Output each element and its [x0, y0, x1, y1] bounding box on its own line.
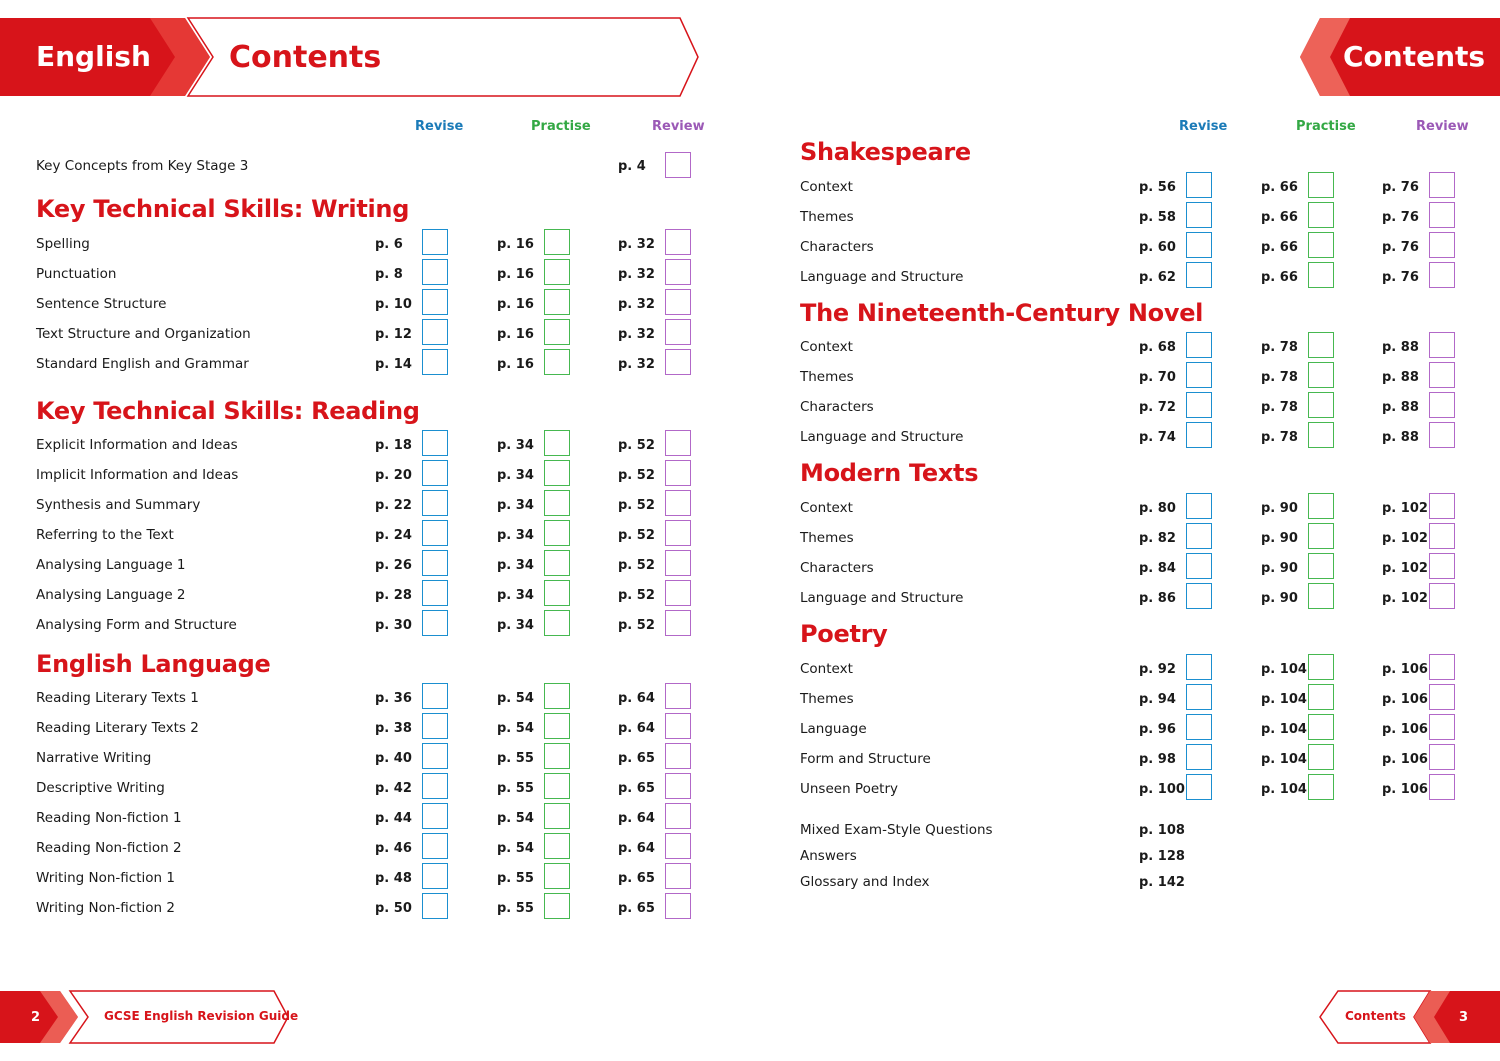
practise-checkbox[interactable]: [1308, 493, 1334, 519]
revise-checkbox[interactable]: [1186, 684, 1212, 710]
left-col-practise: Practise: [531, 119, 591, 134]
review-page: p. 65: [618, 751, 655, 766]
review-checkbox[interactable]: [665, 610, 691, 636]
page-title: Contents: [229, 40, 382, 75]
review-page: p. 102: [1382, 531, 1428, 546]
topic-label: Analysing Form and Structure: [36, 617, 237, 633]
review-page: p. 76: [1382, 240, 1419, 255]
practise-page: p. 90: [1261, 561, 1298, 576]
revise-page: p. 24: [375, 528, 412, 543]
practise-checkbox[interactable]: [544, 349, 570, 375]
revise-page: p. 94: [1139, 692, 1176, 707]
review-checkbox[interactable]: [1429, 262, 1455, 288]
section-title: The Nineteenth-Century Novel: [800, 299, 1204, 327]
practise-page: p. 90: [1261, 591, 1298, 606]
topic-label: Form and Structure: [800, 751, 931, 767]
review-page: p. 52: [618, 588, 655, 603]
topic-label: Reading Non-fiction 1: [36, 810, 182, 826]
practise-checkbox[interactable]: [1308, 774, 1334, 800]
practise-page: p. 16: [497, 267, 534, 282]
practise-checkbox[interactable]: [544, 520, 570, 546]
topic-label: Reading Non-fiction 2: [36, 840, 182, 856]
revise-page: p. 56: [1139, 180, 1176, 195]
footer-section-label: Contents: [1345, 1009, 1406, 1023]
revise-checkbox[interactable]: [1186, 583, 1212, 609]
review-page: p. 65: [618, 901, 655, 916]
left-col-revise: Revise: [415, 119, 464, 134]
section-title: Poetry: [800, 620, 888, 648]
extra-topic-label: Answers: [800, 848, 857, 864]
revise-checkbox[interactable]: [422, 610, 448, 636]
topic-label: Synthesis and Summary: [36, 497, 201, 513]
revise-page: p. 36: [375, 691, 412, 706]
review-page: p. 106: [1382, 662, 1428, 677]
practise-page: p. 78: [1261, 400, 1298, 415]
review-checkbox[interactable]: [1429, 232, 1455, 258]
topic-label: Language and Structure: [800, 269, 964, 285]
revise-checkbox[interactable]: [1186, 774, 1212, 800]
review-checkbox[interactable]: [665, 349, 691, 375]
practise-page: p. 16: [497, 297, 534, 312]
practise-page: p. 66: [1261, 210, 1298, 225]
practise-page: p. 34: [497, 468, 534, 483]
revise-checkbox[interactable]: [422, 259, 448, 285]
revise-page: p. 86: [1139, 591, 1176, 606]
review-page: p. 64: [618, 691, 655, 706]
revise-page: p. 26: [375, 558, 412, 573]
topic-label: Characters: [800, 239, 874, 255]
revise-checkbox[interactable]: [422, 490, 448, 516]
revise-checkbox[interactable]: [1186, 654, 1212, 680]
review-checkbox[interactable]: [1429, 493, 1455, 519]
review-checkbox[interactable]: [665, 289, 691, 315]
review-checkbox[interactable]: [665, 803, 691, 829]
revise-page: p. 14: [375, 357, 412, 372]
review-checkbox[interactable]: [665, 683, 691, 709]
topic-label: Standard English and Grammar: [36, 356, 249, 372]
practise-page: p. 34: [497, 618, 534, 633]
practise-checkbox[interactable]: [1308, 684, 1334, 710]
review-page: p. 76: [1382, 270, 1419, 285]
review-checkbox[interactable]: [1429, 202, 1455, 228]
revise-checkbox[interactable]: [422, 460, 448, 486]
revise-checkbox[interactable]: [422, 229, 448, 255]
review-checkbox[interactable]: [665, 550, 691, 576]
revise-checkbox[interactable]: [1186, 493, 1212, 519]
review-page: p. 32: [618, 357, 655, 372]
revise-page: p. 68: [1139, 340, 1176, 355]
revise-checkbox[interactable]: [422, 430, 448, 456]
revise-checkbox[interactable]: [1186, 202, 1212, 228]
review-page: p. 52: [618, 558, 655, 573]
practise-checkbox[interactable]: [1308, 232, 1334, 258]
review-page: p. 102: [1382, 591, 1428, 606]
practise-page: p. 90: [1261, 501, 1298, 516]
revise-checkbox[interactable]: [422, 803, 448, 829]
review-page: p. 32: [618, 237, 655, 252]
review-checkbox[interactable]: [665, 893, 691, 919]
revise-checkbox[interactable]: [422, 893, 448, 919]
topic-label: Text Structure and Organization: [36, 326, 251, 342]
review-page: p. 52: [618, 468, 655, 483]
right-page-title: Contents: [1343, 40, 1486, 73]
topic-label: Characters: [800, 399, 874, 415]
practise-page: p. 104: [1261, 662, 1307, 677]
topic-label: Sentence Structure: [36, 296, 167, 312]
practise-checkbox[interactable]: [544, 610, 570, 636]
revise-checkbox[interactable]: [1186, 523, 1212, 549]
practise-checkbox[interactable]: [544, 683, 570, 709]
practise-page: p. 55: [497, 871, 534, 886]
practise-page: p. 34: [497, 438, 534, 453]
section-title: Key Technical Skills: Reading: [36, 397, 420, 425]
intro-review-page: p. 4: [618, 159, 646, 174]
section-title: Modern Texts: [800, 459, 979, 487]
practise-checkbox[interactable]: [1308, 583, 1334, 609]
topic-label: Language and Structure: [800, 590, 964, 606]
revise-page: p. 100: [1139, 782, 1185, 797]
review-page: p. 64: [618, 811, 655, 826]
right-col-review: Review: [1416, 119, 1469, 134]
left-col-review: Review: [652, 119, 705, 134]
right-col-revise: Revise: [1179, 119, 1228, 134]
revise-page: p. 82: [1139, 531, 1176, 546]
review-checkbox[interactable]: [1429, 553, 1455, 579]
practise-checkbox[interactable]: [1308, 262, 1334, 288]
revise-checkbox[interactable]: [422, 773, 448, 799]
revise-checkbox[interactable]: [422, 683, 448, 709]
review-page: p. 88: [1382, 370, 1419, 385]
practise-page: p. 104: [1261, 722, 1307, 737]
practise-page: p. 16: [497, 327, 534, 342]
review-page: p. 52: [618, 438, 655, 453]
practise-page: p. 55: [497, 901, 534, 916]
revise-page: p. 74: [1139, 430, 1176, 445]
practise-checkbox[interactable]: [1308, 714, 1334, 740]
practise-checkbox[interactable]: [544, 460, 570, 486]
review-checkbox[interactable]: [1429, 684, 1455, 710]
review-page: p. 52: [618, 528, 655, 543]
practise-checkbox[interactable]: [1308, 172, 1334, 198]
review-page: p. 64: [618, 841, 655, 856]
revise-checkbox[interactable]: [1186, 172, 1212, 198]
extra-topic-label: Mixed Exam-Style Questions: [800, 822, 993, 838]
practise-checkbox[interactable]: [544, 229, 570, 255]
review-checkbox[interactable]: [665, 743, 691, 769]
review-checkbox[interactable]: [1429, 362, 1455, 388]
review-checkbox[interactable]: [1429, 774, 1455, 800]
practise-page: p. 104: [1261, 752, 1307, 767]
review-page: p. 102: [1382, 501, 1428, 516]
review-page: p. 65: [618, 781, 655, 796]
book-title: GCSE English Revision Guide: [104, 1009, 299, 1023]
review-page: p. 88: [1382, 340, 1419, 355]
practise-checkbox[interactable]: [544, 893, 570, 919]
review-checkbox[interactable]: [665, 863, 691, 889]
practise-checkbox[interactable]: [544, 259, 570, 285]
right-col-practise: Practise: [1296, 119, 1356, 134]
topic-label: Implicit Information and Ideas: [36, 467, 239, 483]
practise-checkbox[interactable]: [1308, 654, 1334, 680]
extra-page: p. 142: [1139, 875, 1185, 890]
practise-checkbox[interactable]: [544, 863, 570, 889]
revise-page: p. 96: [1139, 722, 1176, 737]
review-page: p. 32: [618, 297, 655, 312]
section-title: English Language: [36, 650, 271, 678]
practise-checkbox[interactable]: [1308, 362, 1334, 388]
review-page: p. 52: [618, 618, 655, 633]
revise-checkbox[interactable]: [422, 289, 448, 315]
revise-checkbox[interactable]: [1186, 422, 1212, 448]
review-page: p. 88: [1382, 430, 1419, 445]
revise-checkbox[interactable]: [1186, 232, 1212, 258]
topic-label: Reading Literary Texts 2: [36, 720, 199, 736]
topic-label: Characters: [800, 560, 874, 576]
revise-checkbox[interactable]: [422, 550, 448, 576]
review-page: p. 32: [618, 327, 655, 342]
review-page: p. 76: [1382, 180, 1419, 195]
review-checkbox[interactable]: [665, 259, 691, 285]
review-checkbox[interactable]: [1429, 523, 1455, 549]
practise-checkbox[interactable]: [544, 580, 570, 606]
practise-checkbox[interactable]: [1308, 523, 1334, 549]
intro-topic: Key Concepts from Key Stage 3: [36, 158, 249, 174]
review-checkbox[interactable]: [665, 490, 691, 516]
revise-page: p. 12: [375, 327, 412, 342]
revise-page: p. 44: [375, 811, 412, 826]
revise-checkbox[interactable]: [422, 863, 448, 889]
extra-page: p. 128: [1139, 849, 1185, 864]
practise-page: p. 16: [497, 237, 534, 252]
left-page-number: 2: [31, 1010, 41, 1025]
practise-page: p. 104: [1261, 692, 1307, 707]
topic-label: Context: [800, 500, 853, 516]
practise-checkbox[interactable]: [1308, 332, 1334, 358]
topic-label: Writing Non-fiction 1: [36, 870, 175, 886]
revise-checkbox[interactable]: [1186, 332, 1212, 358]
review-checkbox[interactable]: [665, 319, 691, 345]
review-page: p. 106: [1382, 722, 1428, 737]
review-page: p. 52: [618, 498, 655, 513]
section-title: Key Technical Skills: Writing: [36, 195, 410, 223]
review-checkbox[interactable]: [1429, 654, 1455, 680]
revise-page: p. 28: [375, 588, 412, 603]
review-page: p. 76: [1382, 210, 1419, 225]
topic-label: Referring to the Text: [36, 527, 174, 543]
review-checkbox[interactable]: [665, 713, 691, 739]
topic-label: Writing Non-fiction 2: [36, 900, 175, 916]
review-page: p. 32: [618, 267, 655, 282]
review-checkbox[interactable]: [1429, 332, 1455, 358]
review-page: p. 65: [618, 871, 655, 886]
practise-page: p. 54: [497, 721, 534, 736]
practise-page: p. 16: [497, 357, 534, 372]
review-page: p. 64: [618, 721, 655, 736]
revise-checkbox[interactable]: [1186, 362, 1212, 388]
revise-checkbox[interactable]: [422, 580, 448, 606]
revise-page: p. 48: [375, 871, 412, 886]
revise-page: p. 98: [1139, 752, 1176, 767]
practise-page: p. 55: [497, 781, 534, 796]
revise-page: p. 46: [375, 841, 412, 856]
practise-checkbox[interactable]: [544, 713, 570, 739]
revise-page: p. 8: [375, 267, 403, 282]
revise-checkbox[interactable]: [1186, 392, 1212, 418]
review-checkbox[interactable]: [665, 430, 691, 456]
practise-checkbox[interactable]: [1308, 744, 1334, 770]
review-page: p. 106: [1382, 692, 1428, 707]
topic-label: Language: [800, 721, 867, 737]
revise-page: p. 22: [375, 498, 412, 513]
review-checkbox[interactable]: [1429, 392, 1455, 418]
revise-page: p. 18: [375, 438, 412, 453]
review-page: p. 88: [1382, 400, 1419, 415]
revise-checkbox[interactable]: [1186, 714, 1212, 740]
topic-label: Analysing Language 1: [36, 557, 186, 573]
review-checkbox[interactable]: [1429, 583, 1455, 609]
practise-page: p. 54: [497, 811, 534, 826]
review-page: p. 106: [1382, 782, 1428, 797]
revise-checkbox[interactable]: [1186, 553, 1212, 579]
practise-checkbox[interactable]: [544, 743, 570, 769]
practise-checkbox[interactable]: [1308, 553, 1334, 579]
section-title: Shakespeare: [800, 138, 971, 166]
review-checkbox[interactable]: [665, 460, 691, 486]
practise-page: p. 78: [1261, 340, 1298, 355]
practise-page: p. 54: [497, 691, 534, 706]
topic-label: Themes: [800, 530, 854, 546]
revise-page: p. 80: [1139, 501, 1176, 516]
revise-page: p. 50: [375, 901, 412, 916]
revise-page: p. 60: [1139, 240, 1176, 255]
revise-checkbox[interactable]: [1186, 262, 1212, 288]
practise-checkbox[interactable]: [1308, 202, 1334, 228]
practise-checkbox[interactable]: [1308, 392, 1334, 418]
revise-page: p. 40: [375, 751, 412, 766]
revise-checkbox[interactable]: [422, 520, 448, 546]
practise-checkbox[interactable]: [544, 319, 570, 345]
revise-page: p. 58: [1139, 210, 1176, 225]
practise-page: p. 66: [1261, 180, 1298, 195]
revise-page: p. 72: [1139, 400, 1176, 415]
revise-checkbox[interactable]: [1186, 744, 1212, 770]
extra-page: p. 108: [1139, 823, 1185, 838]
practise-page: p. 55: [497, 751, 534, 766]
topic-label: Context: [800, 339, 853, 355]
practise-page: p. 34: [497, 528, 534, 543]
revise-page: p. 38: [375, 721, 412, 736]
revise-checkbox[interactable]: [422, 713, 448, 739]
revise-checkbox[interactable]: [422, 349, 448, 375]
review-checkbox[interactable]: [1429, 714, 1455, 740]
extra-topic-label: Glossary and Index: [800, 874, 930, 890]
revise-checkbox[interactable]: [422, 743, 448, 769]
practise-page: p. 54: [497, 841, 534, 856]
practise-page: p. 78: [1261, 430, 1298, 445]
practise-checkbox[interactable]: [544, 430, 570, 456]
review-checkbox[interactable]: [1429, 422, 1455, 448]
revise-page: p. 30: [375, 618, 412, 633]
review-checkbox[interactable]: [665, 580, 691, 606]
subject-tab-label: English: [36, 40, 151, 73]
practise-checkbox[interactable]: [544, 550, 570, 576]
practise-page: p. 66: [1261, 240, 1298, 255]
practise-page: p. 34: [497, 498, 534, 513]
revise-page: p. 92: [1139, 662, 1176, 677]
topic-label: Spelling: [36, 236, 90, 252]
topic-label: Context: [800, 179, 853, 195]
revise-page: p. 10: [375, 297, 412, 312]
practise-checkbox[interactable]: [544, 289, 570, 315]
revise-page: p. 20: [375, 468, 412, 483]
revise-page: p. 6: [375, 237, 403, 252]
topic-label: Narrative Writing: [36, 750, 152, 766]
review-checkbox[interactable]: [665, 833, 691, 859]
practise-checkbox[interactable]: [544, 833, 570, 859]
practise-page: p. 104: [1261, 782, 1307, 797]
topic-label: Descriptive Writing: [36, 780, 165, 796]
revise-page: p. 62: [1139, 270, 1176, 285]
topic-label: Unseen Poetry: [800, 781, 898, 797]
review-page: p. 106: [1382, 752, 1428, 767]
topic-label: Reading Literary Texts 1: [36, 690, 199, 706]
revise-checkbox[interactable]: [422, 319, 448, 345]
topic-label: Context: [800, 661, 853, 677]
practise-page: p. 34: [497, 558, 534, 573]
practise-page: p. 66: [1261, 270, 1298, 285]
practise-page: p. 34: [497, 588, 534, 603]
topic-label: Language and Structure: [800, 429, 964, 445]
right-page-number: 3: [1459, 1010, 1469, 1025]
practise-checkbox[interactable]: [544, 773, 570, 799]
review-checkbox[interactable]: [1429, 172, 1455, 198]
practise-page: p. 78: [1261, 370, 1298, 385]
review-checkbox[interactable]: [1429, 744, 1455, 770]
practise-page: p. 90: [1261, 531, 1298, 546]
review-checkbox[interactable]: [665, 229, 691, 255]
revise-page: p. 70: [1139, 370, 1176, 385]
revise-page: p. 84: [1139, 561, 1176, 576]
topic-label: Themes: [800, 209, 854, 225]
revise-page: p. 42: [375, 781, 412, 796]
intro-review-checkbox[interactable]: [665, 152, 691, 178]
topic-label: Punctuation: [36, 266, 117, 282]
review-page: p. 102: [1382, 561, 1428, 576]
topic-label: Analysing Language 2: [36, 587, 186, 603]
topic-label: Explicit Information and Ideas: [36, 437, 238, 453]
topic-label: Themes: [800, 691, 854, 707]
topic-label: Themes: [800, 369, 854, 385]
practise-checkbox[interactable]: [544, 803, 570, 829]
practise-checkbox[interactable]: [1308, 422, 1334, 448]
review-checkbox[interactable]: [665, 773, 691, 799]
revise-checkbox[interactable]: [422, 833, 448, 859]
review-checkbox[interactable]: [665, 520, 691, 546]
practise-checkbox[interactable]: [544, 490, 570, 516]
